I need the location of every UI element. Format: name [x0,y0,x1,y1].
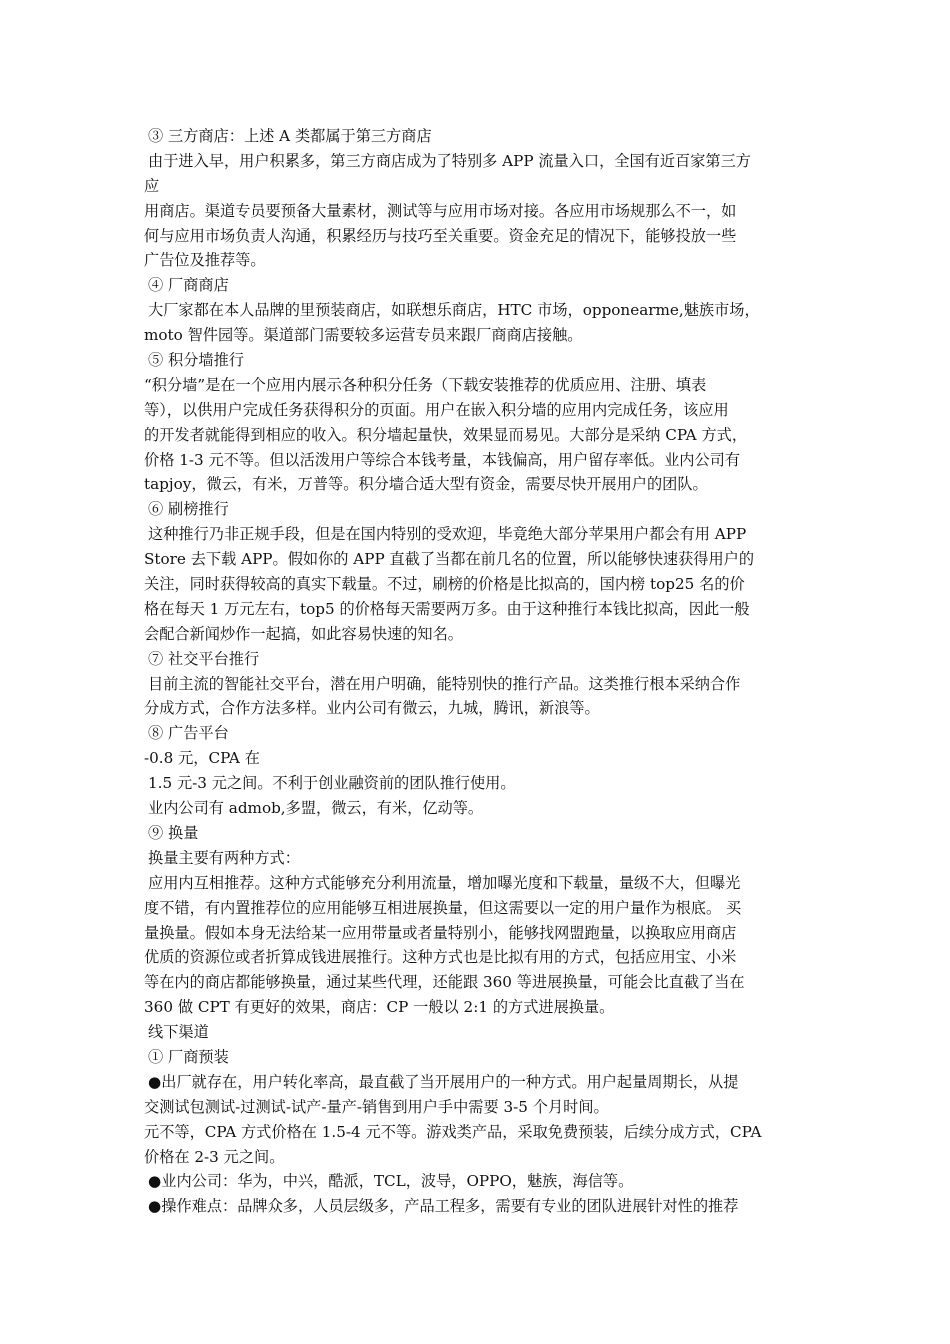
text-line: ●操作难点：品牌众多，人员层级多，产品工程多，需要有专业的团队进展针对性的推荐 [148,1197,739,1216]
text-line: 度不错，有内置推荐位的应用能够互相进展换量，但这需要以一定的用户量作为根底。 买 [144,898,742,917]
text-line: ④ 厂商商店 [148,276,229,295]
text-line: 大厂家都在本人品牌的里预装商店，如联想乐商店，HTC 市场，opponearme,魅族市场， [148,301,760,320]
text-line: 何与应用市场负责人沟通，积累经历与技巧至关重要。资金充足的情况下，能够投放一些 [144,226,737,245]
text-line: Store 去下载 APP。假如你的 APP 直截了当都在前几名的位置，所以能够快速获得用户的 [144,550,755,569]
text-line: 应用内互相推荐。这种方式能够充分利用流量，增加曝光度和下载量，量级不大，但曝光 [148,873,741,892]
text-line: 分成方式，合作方法多样。业内公司有微云，九城，腾讯，新浪等。 [144,699,600,718]
text-line: -0.8 元，CPA 在 [144,749,260,768]
text-line: 交测试包测试-过测试-试产-量产-销售到用户手中需要 3-5 个月时间。 [144,1097,609,1116]
text-line: ⑨ 换量 [148,823,199,842]
text-line: 优质的资源位或者折算成钱进展推行。这种方式也是比拟有用的方式，包括应用宝、小米 [144,948,737,967]
text-line: ⑦ 社交平台推行 [148,649,260,668]
text-line: 线下渠道 [148,1023,209,1042]
text-line: 等），以供用户完成任务获得积分的页面。用户在嵌入积分墙的应用内完成任务，该应用 [144,400,729,419]
text-line: 换量主要有两种方式： [148,848,300,867]
text-line: 价格 1-3 元不等。但以活泼用户等综合本钱考量，本钱偏高，用户留存率低。业内公司有 [144,450,741,469]
text-line: 1.5 元-3 元之间。不利于创业融资前的团队推行使用。 [148,774,516,793]
text-line: 这种推行乃非正规手段，但是在国内特别的受欢迎，毕竟绝大部分苹果用户都会有用 APP [148,525,747,544]
text-line: moto 智件园等。渠道部门需要较多运营专员来跟厂商商店接触。 [144,326,583,345]
text-line: “积分墙”是在一个应用内展示各种积分任务（下载安装推荐的优质应用、注册、填表 [144,375,707,394]
text-line: 用商店。渠道专员要预备大量素材，测试等与应用市场对接。各应用市场规那么不一，如 [144,201,737,220]
text-line: tapjoy，微云，有米，万普等。积分墙合适大型有资金，需要尽快开展用户的团队。 [144,475,708,494]
text-line: 元不等，CPA 方式价格在 1.5-4 元不等。游戏类产品，采取免费预装，后续分成方式，CPA [144,1122,762,1141]
text-line: 的开发者就能得到相应的收入。积分墙起量快，效果显而易见。大部分是采纳 CPA 方式， [144,425,748,444]
text-line: 应 [144,176,160,195]
text-line: ●出厂就存在，用户转化率高，最直截了当开展用户的一种方式。用户起量周期长，从提 [148,1072,739,1091]
text-line: ① 厂商预装 [148,1047,229,1066]
text-line: 业内公司有 admob,多盟，微云，有米，亿动等。 [148,799,484,818]
text-line: 格在每天 1 万元左右，top5 的价格每天需要两万多。由于这种推行本钱比拟高，因此一般 [144,599,750,618]
text-line: 360 做 CPT 有更好的效果，商店：CP 一般以 2:1 的方式进展换量。 [144,998,615,1017]
text-line: 会配合新闻炒作一起搞，如此容易快速的知名。 [144,624,463,643]
text-line: 广告位及推荐等。 [144,251,266,270]
text-line: ③ 三方商店：上述 A 类都属于第三方商店 [148,127,432,145]
text-line: 关注，同时获得较高的真实下载量。不过，刷榜的价格是比拟高的，国内榜 top25 名的价 [144,575,745,594]
document-body [144,124,816,1219]
text-line: ●业内公司：华为，中兴，酷派，TCL，波导，OPPO，魅族，海信等。 [148,1172,634,1191]
text-line: ⑧ 广告平台 [148,724,229,743]
text-line: ⑥ 刷榜推行 [148,500,229,519]
text-line: 价格在 2-3 元之间。 [144,1147,285,1166]
text-line: 目前主流的智能社交平台，潜在用户明确，能特别快的推行产品。这类推行根本采纳合作 [148,674,741,693]
text-line: 等在内的商店都能够换量，通过某些代理，还能跟 360 等进展换量，可能会比直截了当在 [144,973,745,992]
text-line: ⑤ 积分墙推行 [148,351,244,370]
text-line: 由于进入早，用户积累多，第三方商店成为了特别多 APP 流量入口，全国有近百家第三方 [148,151,751,170]
text-line: 量换量。假如本身无法给某一应用带量或者量特别小，能够找网盟跑量，以换取应用商店 [144,923,737,942]
